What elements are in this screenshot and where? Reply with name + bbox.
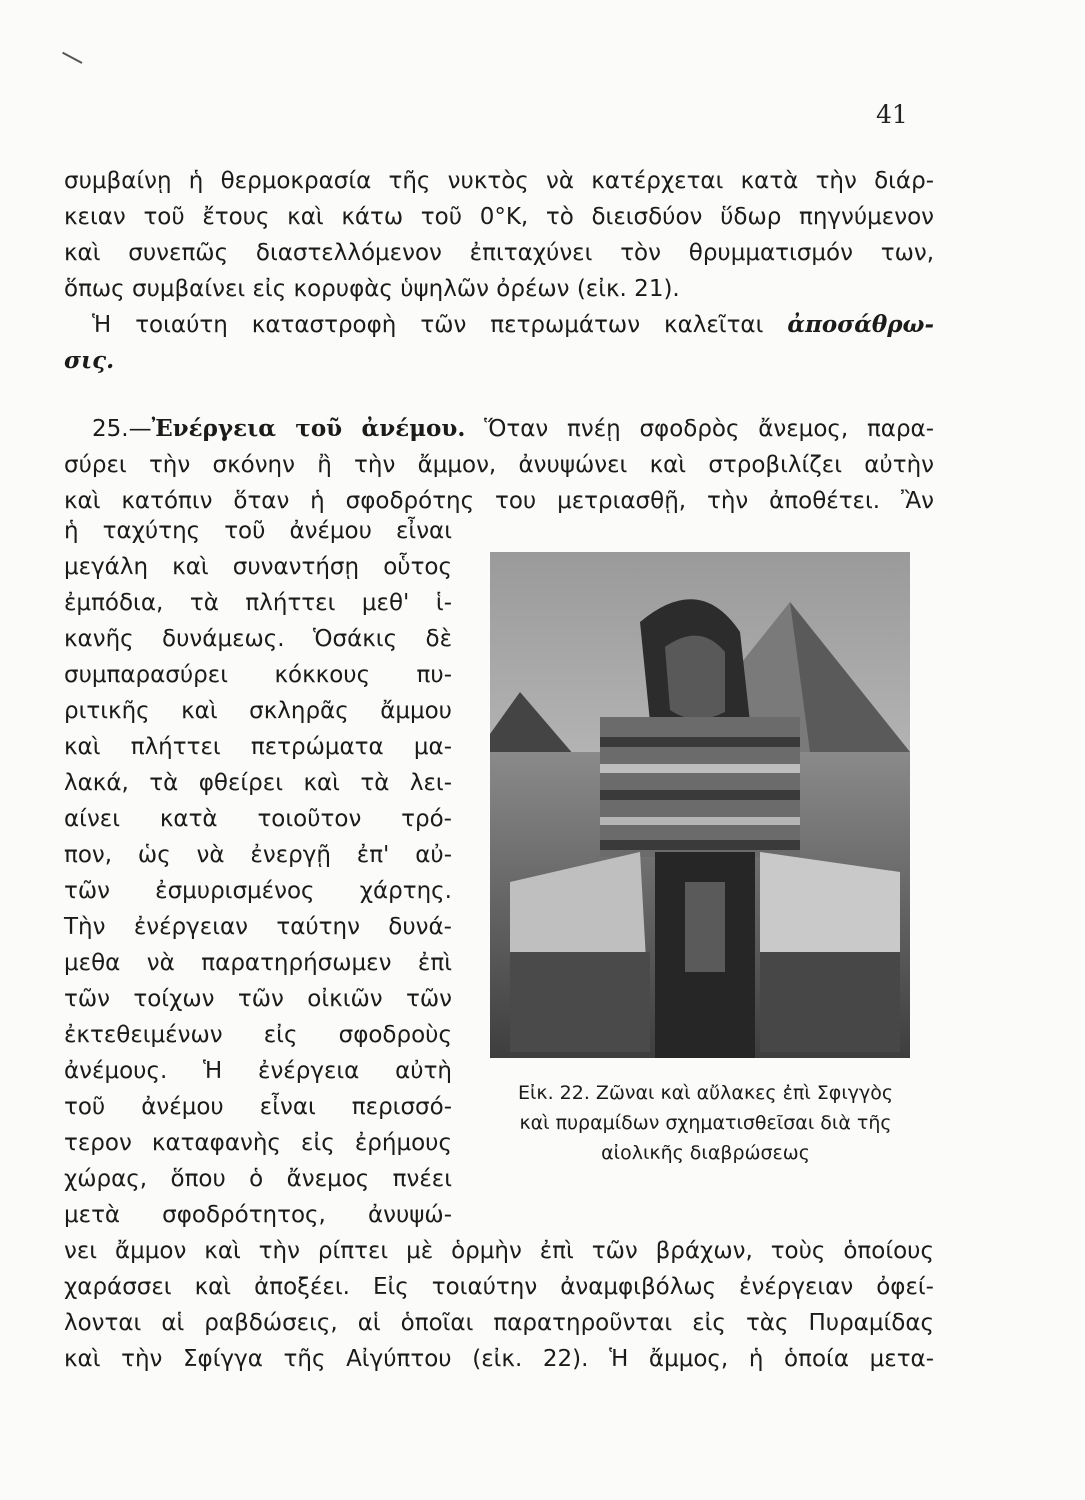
section-heading-line <box>92 414 934 444</box>
section-number: 25.— <box>92 416 152 442</box>
text-line: σύρει τὴν σκόνην ἢ τὴν ἄμμον, ἀνυψώνει καὶ στροβιλίζει αὐτὴν <box>64 452 934 478</box>
text-line: νει ἄμμον καὶ τὴν ρίπτει μὲ ὁρμὴν ἐπὶ τῶν βράχων, τοὺς ὁποίους <box>64 1238 934 1264</box>
text-line: χαράσσει καὶ ἀποξέει. Εἰς τοιαύτην ἀναμφιβόλως ἐνέργειαν ὀφεί- <box>64 1274 934 1300</box>
definition-line <box>92 310 934 340</box>
scan-mark <box>56 52 83 76</box>
text-line: τῶν τοίχων τῶν οἰκιῶν τῶν <box>64 986 452 1012</box>
text-line <box>64 346 934 376</box>
figure-caption-line: Εἰκ. 22. Ζῶναι καὶ αὔλακες ἐπὶ Σφιγγὸς <box>517 1082 894 1104</box>
text-line: λακά, τὰ φθείρει καὶ τὰ λει- <box>64 770 452 796</box>
text-line: συμπαρασύρει κόκκους πυ- <box>64 662 452 688</box>
text-line: συμβαίνῃ ἡ θερμοκρασία τῆς νυκτὸς νὰ κατέρχεται κατὰ τὴν διάρ- <box>64 168 934 194</box>
text-line: καὶ πλήττει πετρώματα μα- <box>64 734 452 760</box>
text-line: ἐμπόδια, τὰ πλήττει μεθ' ἱ- <box>64 590 452 616</box>
text-line: μετὰ σφοδρότητος, ἀνυψώ- <box>64 1202 452 1228</box>
text-line: ὅπως συμβαίνει εἰς κορυφὰς ὑψηλῶν ὀρέων (εἰκ. 21). <box>64 276 680 302</box>
section-first-line: Ὅταν πνέῃ σφοδρὸς ἄνεμος, παρα- <box>484 416 935 442</box>
figure-caption-line: καὶ πυραμίδων σχηματισθεῖσαι διὰ τῆς <box>519 1112 892 1134</box>
text-line: πον, ὡς νὰ ἐνεργῇ ἐπ' αὐ- <box>64 842 452 868</box>
text-line: ἡ ταχύτης τοῦ ἀνέμου εἶναι <box>64 518 452 544</box>
text-line: καὶ τὴν Σφίγγα τῆς Αἰγύπτου (εἰκ. 22). Ἡ ἄμμος, ἡ ὁποία μετα- <box>64 1346 934 1372</box>
text-line: χώρας, ὅπου ὁ ἄνεμος πνέει <box>64 1166 452 1192</box>
text-line: ἐκτεθειμένων εἰς σφοδροὺς <box>64 1022 452 1048</box>
section-title: Ἐνέργεια τοῦ ἀνέμου. <box>151 415 466 442</box>
text-line: καὶ συνεπῶς διαστελλόμενον ἐπιταχύνει τὸν θρυμματισμόν των, <box>64 240 934 266</box>
text-line: τῶν ἐσμυρισμένος χάρτης. <box>64 878 452 904</box>
text-line: τερον καταφανὴς εἰς ἐρήμους <box>64 1130 452 1156</box>
term-aposathrosis-end: σις. <box>64 347 115 374</box>
text-line: αίνει κατὰ τοιοῦτον τρό- <box>64 806 452 832</box>
text-line: ριτικῆς καὶ σκληρᾶς ἄμμου <box>64 698 452 724</box>
text-line: Τὴν ἐνέργειαν ταύτην δυνά- <box>64 914 452 940</box>
sphinx-photo-drawing <box>490 552 910 1058</box>
text-line: κειαν τοῦ ἔτους καὶ κάτω τοῦ 0°K, τὸ διεισδύον ὕδωρ πηγνύμενον <box>64 204 934 230</box>
text-line: μεθα νὰ παρατηρήσωμεν ἐπὶ <box>64 950 452 976</box>
text-line: τοῦ ἀνέμου εἶναι περισσό- <box>64 1094 452 1120</box>
figure-caption-line: αἰολικῆς διαβρώσεως <box>601 1142 810 1164</box>
text-line: κανῆς δυνάμεως. Ὁσάκις δὲ <box>64 626 452 652</box>
definition-text: Ἡ τοιαύτη καταστροφὴ τῶν πετρωμάτων καλεῖται <box>92 312 764 338</box>
term-aposathrosis: ἀποσάθρω- <box>787 311 934 338</box>
page-number: 41 <box>876 100 908 129</box>
text-line: ἀνέμους. Ἡ ἐνέργεια αὐτὴ <box>64 1058 452 1084</box>
sphinx-photo <box>490 552 910 1058</box>
text-line: μεγάλη καὶ συναντήσῃ οὗτος <box>64 554 452 580</box>
text-line: καὶ κατόπιν ὅταν ἡ σφοδρότης του μετριασθῇ, τὴν ἀποθέτει. Ἂν <box>64 488 934 514</box>
text-line: λονται αἱ ραβδώσεις, αἱ ὁποῖαι παρατηροῦνται εἰς τὰς Πυραμίδας <box>64 1310 934 1336</box>
